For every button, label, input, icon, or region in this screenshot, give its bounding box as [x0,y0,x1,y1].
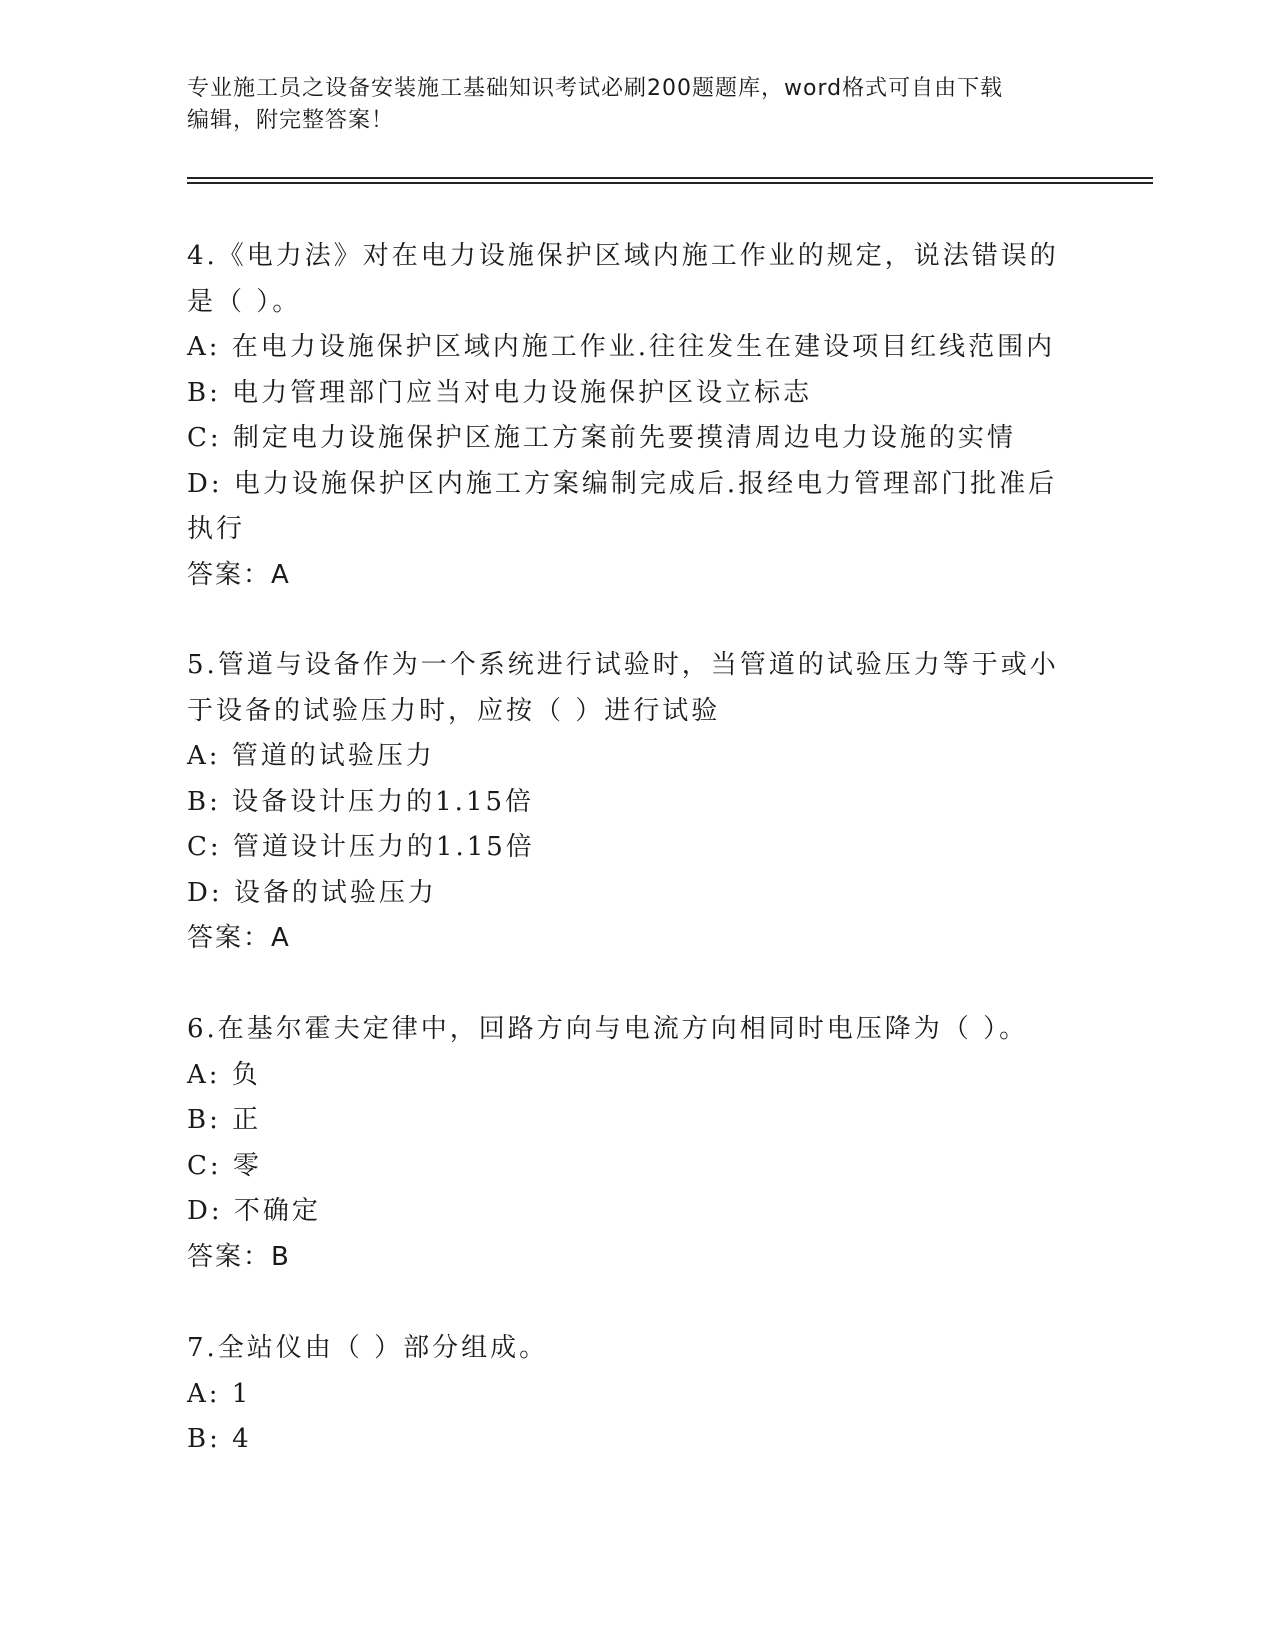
answer-line: 答案：A [187,559,291,590]
option-a: A: 1 [187,1378,252,1409]
header-divider-top [187,177,1153,179]
option-b: B: 正 [187,1105,262,1135]
answer-line: 答案：A [187,923,291,953]
question-stem-line: 5.管道与设备作为一个系统进行试验时，当管道的试验压力等于或小 [187,650,1059,680]
question-stem-line: 是（ ）。 [187,286,302,317]
header-line-2: 编辑，附完整答案！ [187,108,395,133]
option-b: B: 设备设计压力的1.15倍 [187,786,535,817]
option-d: D: 设备的试验压力 [187,877,437,908]
option-d: D: 不确定 [187,1196,321,1226]
option-c: C: 零 [187,1150,262,1181]
option-b: B: 电力管理部门应当对电力设施保护区设立标志 [187,377,813,408]
option-b: B: 4 [187,1424,252,1454]
option-a: A: 在电力设施保护区域内施工作业.往往发生在建设项目红线范围内 [187,332,1056,362]
question-stem-line: 6.在基尔霍夫定律中，回路方向与电流方向相同时电压降为（ ）。 [187,1014,1029,1044]
question-stem-line: 4.《电力法》对在电力设施保护区域内施工作业的规定，说法错误的 [187,241,1059,271]
option-a: A: 负 [187,1059,261,1090]
option-d: D: 电力设施保护区内施工方案编制完成后.报经电力管理部门批准后 [187,468,1058,499]
question-7 [187,1326,1067,1463]
question-6 [187,1007,1067,1280]
answer-line: 答案：B [187,1241,291,1272]
question-stem-line: 7.全站仪由（ ）部分组成。 [187,1333,549,1363]
option-c: C: 制定电力设施保护区施工方案前先要摸清周边电力设施的实情 [187,423,1016,453]
question-5 [187,643,1067,962]
question-4 [187,234,1067,598]
header-line-1: 专业施工员之设备安装施工基础知识考试必刷200题题库，word格式可自由下载 [187,76,1004,101]
header-divider-bottom [187,182,1153,184]
document-header [187,73,1087,137]
option-c: C: 管道设计压力的1.15倍 [187,832,535,862]
question-stem-line: 于设备的试验压力时，应按（ ）进行试验 [187,695,721,726]
option-a: A: 管道的试验压力 [187,741,435,771]
option-d-continuation: 执行 [187,514,246,544]
